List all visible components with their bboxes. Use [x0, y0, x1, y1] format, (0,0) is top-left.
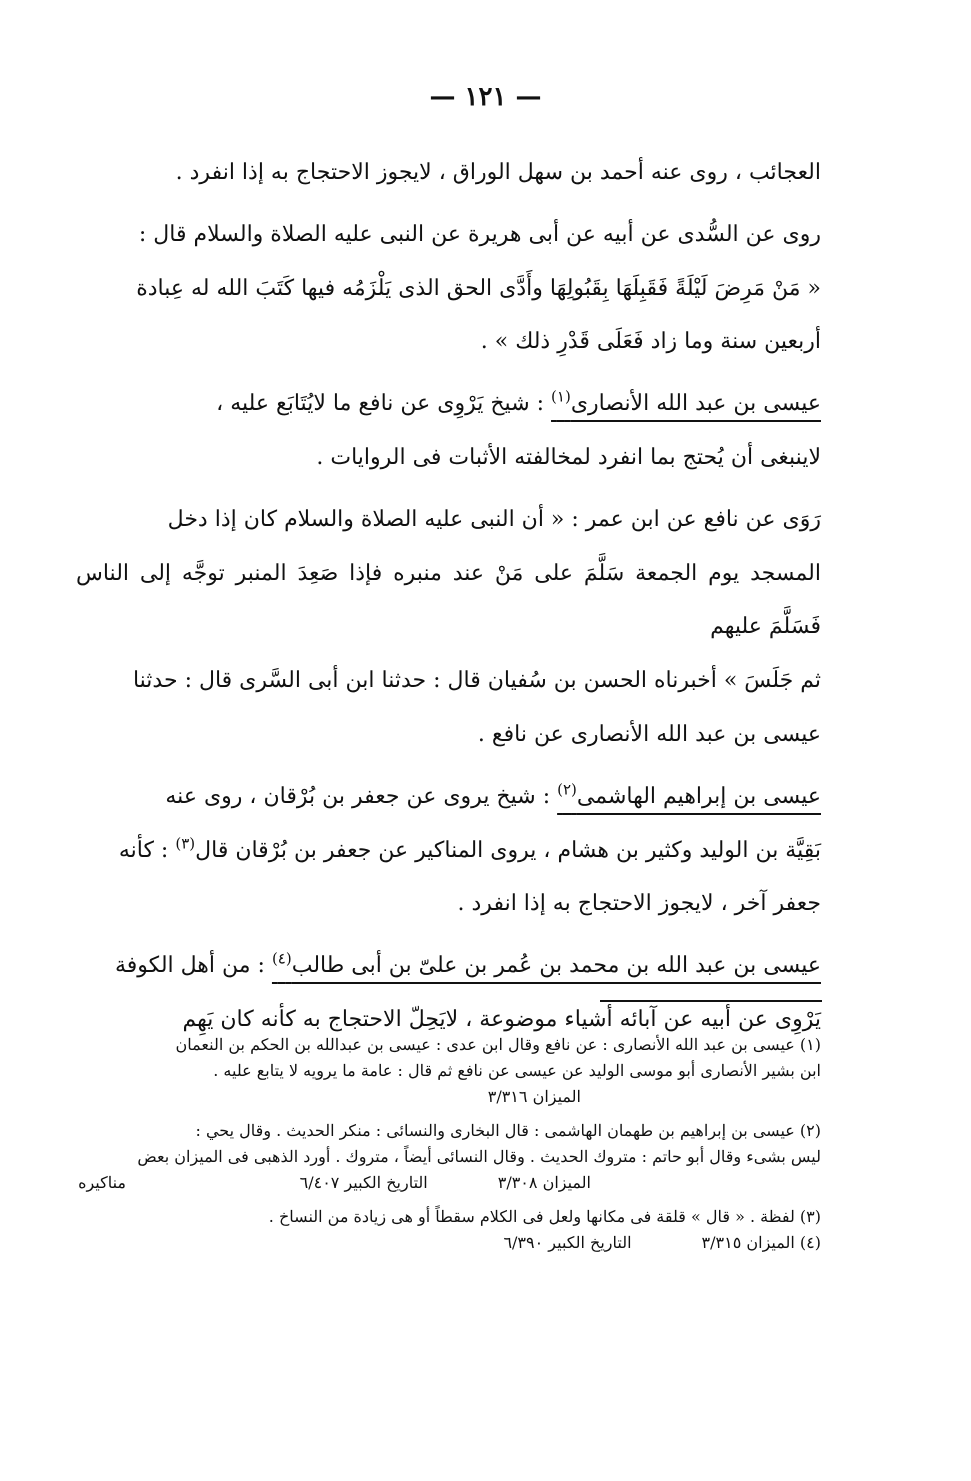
- footnote-ref: (٤): [271, 949, 292, 968]
- entry-text: : كأنه: [118, 837, 176, 863]
- text-line: روى عن السُّدى عن أبيه عن أبى هريرة عن النبى عليه الصلاة والسلام قال :: [138, 221, 821, 247]
- footnote-2-source: [76, 1170, 821, 1196]
- text-line: ثم جَلَسَ » أخبرناه الحسن بن سُفيان قال : حدثنا ابن أبى السَّرى قال : حدثنا: [132, 668, 821, 694]
- entry-heading-text: عيسى بن عبد الله الأنصارى: [570, 391, 821, 417]
- entry-heading: [271, 949, 821, 979]
- footnote-divider: [600, 1000, 822, 1002]
- footnote-ref: (٢): [557, 780, 577, 799]
- text-line: عيسى بن عبد الله الأنصارى عن نافع .: [477, 721, 821, 747]
- source-ref: الميزان ٣/٣١٦: [487, 1087, 581, 1106]
- entry-text: : شيخ يروى عن جعفر بن بُرْقان ، روى عنه: [165, 783, 558, 809]
- footnote-ref: (٣): [175, 834, 196, 853]
- entry-heading: [551, 387, 821, 417]
- footnote-3: (٣) لفظة . « قال » قلقة فى مكانها ولعل فى الكلام سقطاً أو هى زيادة من النساخ .: [268, 1207, 821, 1226]
- text-line: لاينبغى أن يُحتج بما انفرد لمخالفته الأثبات فى الروايات .: [316, 444, 821, 470]
- text-line: العجائب ، روى عنه أحمد بن سهل الوراق ، لايجوز الاحتجاج به إذا انفرد .: [175, 160, 821, 185]
- source-ref: الميزان ٣/٣٠٨: [497, 1173, 591, 1192]
- text-line: المسجد يوم الجمعة سَلَّمَ على مَنْ عند منبره فإذا صَعِدَ المنبر توجَّه إلى الناس فَسَلَّمَ عليهم: [76, 560, 822, 640]
- main-text: [76, 146, 821, 1047]
- source-ref: (٤) الميزان ٣/٣١٥: [701, 1233, 821, 1252]
- entry-text: بَقِيَّة بن الوليد وكثير بن هشام ، يروى المناكير عن جعفر بن بُرْقان قال: [195, 837, 821, 863]
- entry-line: [76, 770, 821, 824]
- text-line: أربعين سنة وما زاد فَعَلَى قَدْرِ ذلك » .: [480, 329, 821, 355]
- source-ref: التاريخ الكبير ٦/٤٠٧: [299, 1173, 428, 1192]
- footnote-2-cont: ليس بشىء وقال أبو حاتم : متروك الحديث . وقال النسائى أيضاً ، متروك . أورد الذهبى فى الميزان بعض: [137, 1147, 821, 1166]
- footnote-1-source: [76, 1084, 821, 1110]
- footnote-2-tail: مناكيره: [78, 1173, 126, 1192]
- footnote-1-cont: ابن بشير الأنصارى أبو موسى الوليد عن عيسى عن نافع ثم قال : عامة ما يرويه لا يتابع عليه .: [213, 1061, 821, 1080]
- entry-line: [76, 377, 821, 431]
- text-line: [76, 824, 821, 878]
- text-line: رَوَى عن نافع عن ابن عمر : « أن النبى عليه الصلاة والسلام كان إذا دخل: [167, 506, 821, 532]
- text-line: يَرْوِى عن أبيه عن آبائه أشياء موضوعة ، لايَحِلّ الاحتجاج به كأنه كان يَهِم: [182, 1006, 821, 1032]
- footnote-2: (٢) عيسى بن إبراهيم بن طهمان الهاشمى : قال البخارى والنسائى : منكر الحديث . وقال يحي :: [195, 1121, 821, 1140]
- entry-text: : من أهل الكوفة: [115, 953, 272, 979]
- entry-text: : شيخ يَرْوِى عن نافع ما لايُتَابَع عليه ،: [216, 391, 552, 417]
- page-number: — ١٢١ —: [429, 82, 542, 112]
- text-line: « مَنْ مَرِضَ لَيْلَةً فَقَبِلَهَا بِقَبُولِهَا وأَدَّى الحق الذى يَلْزَمُه فيها كَتَبَ الله له عِبادة: [136, 275, 821, 301]
- footnotes: [76, 1032, 821, 1256]
- footnote-1: (١) عيسى بن عبد الله الأنصارى : عن نافع وقال ابن عدى : عيسى بن عبدالله بن الحكم بن النعمان: [175, 1035, 821, 1054]
- entry-heading-text: عيسى بن عبد الله بن محمد بن عُمر بن علىّ بن أبى طالب: [291, 953, 821, 979]
- entry-heading-text: عيسى بن إبراهيم الهاشمى: [576, 783, 821, 809]
- text-line: جعفر آخر ، لايجوز الاحتجاج به إذا انفرد .: [457, 891, 821, 917]
- footnote-ref: (١): [551, 387, 571, 406]
- footnote-4: [76, 1230, 821, 1256]
- entry-heading: [557, 780, 821, 809]
- source-ref: التاريخ الكبير ٦/٣٩٠: [503, 1233, 632, 1252]
- entry-line: [76, 939, 821, 993]
